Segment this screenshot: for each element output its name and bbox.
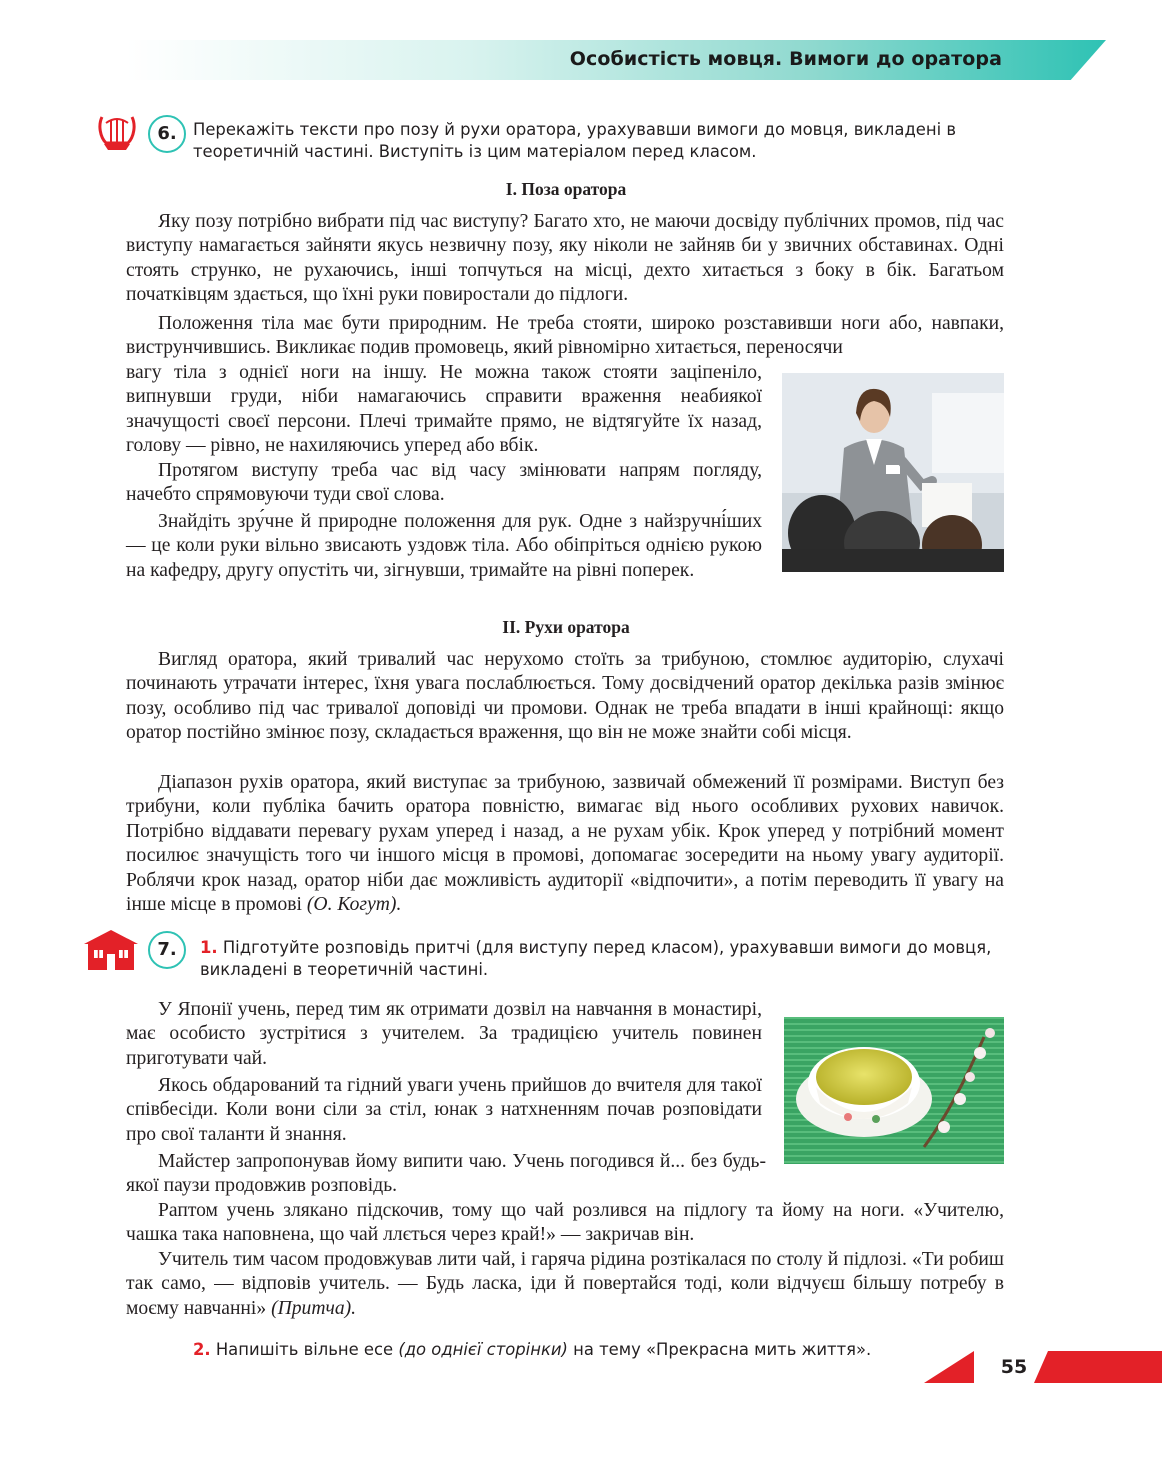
subtask-2-text: Напишіть вільне есе <box>215 1340 399 1359</box>
section-2-paragraph <box>126 771 1004 917</box>
section-2-paragraph: Вигляд оратора, який тривалий час нерухомо стоїть за трибуною, стомлює аудиторію, слухачі починають утрачати інтерес, їхня увага послаблюється. Тому досвідчений оратор декілька разів змінює позу, особливо під час тривалої доповіді чи промови. Однак не треба впадати в інші крайнощі: якщо оратор постійно змінює позу, складається враження, що він не може знайти собі місця. <box>126 649 1004 744</box>
section-1-paragraph: Яку позу потрібно вибрати під час виступу? Багато хто, не маючи досвіду публічних промов, під час виступу намагається зайняти якусь незвичну позу, яку ніколи не зайняв би у звичних обставинах. Одні стоять струнко, не рухаючись, інші топчуться на місці, дехто хитається з боку в бік. Багатьом початківцям здається, що їхні руки повиростали до підлоги. <box>126 211 1004 306</box>
footer-bar <box>1034 1351 1162 1383</box>
task-7-subtask-2 <box>193 1339 993 1361</box>
section-1-paragraph: Знайдіть зру́чне й природне положення для рук. Одне з найзручні́ших — це коли руки вільно звисають уздовж тіла. Або обіпріться однією рукою на кафедру, другу опустіть чи, зігнувши, тримайте на рівні поперек. <box>126 511 762 581</box>
subtask-2-italic: (до однієї сторінки) <box>398 1340 568 1359</box>
section-1-paragraph: Протягом виступу треба час від часу змінювати напрям погляду, начебто спрямовуючи туди свої слова. <box>126 460 762 506</box>
story-paragraph: Раптом учень злякано підскочив, тому що чай розлився на підлогу та йому на ноги. «Учителю, чашка така наповнена, що чай ллється через край!» — закричав він. <box>126 1200 1004 1246</box>
speaker-photo <box>782 373 1004 572</box>
section-1-paragraph: вагу тіла з однієї ноги на іншу. Не можна також стояти заціпеніло, випнувши груди, ніби намагаючись справити враження неабиякої значущості своєї персони. Плечі тримайте прямо, не відтягуйте їх назад, голову — рівно, не нахиляючись уперед або вбік. <box>126 362 762 457</box>
section-2-paragraph-text: Діапазон рухів оратора, який виступає за трибуною, зазвичай обмежений її розмірами. Виступ без трибуни, коли публіка бачить оратора повністю, вимагає від нього особливих рухових навичок. Потрібно віддавати перевагу рухам уперед і назад, а не рухам убік. Крок уперед у потрібний момент посилює значущість того чи іншого місця в промові, допомагає зосередити на ньому увагу аудиторії. Роблячи крок назад, оратор ніби дає можливість аудиторії «відпочити», а потім переводить її увагу на інше місце в промові <box>126 772 1004 916</box>
task-7-subtask-1 <box>200 937 1006 981</box>
house-icon <box>82 928 140 970</box>
story-paragraph <box>126 1248 1004 1321</box>
section-1-title: I. Поза оратора <box>505 179 627 199</box>
story-paragraph: У Японії учень, перед тим як отримати дозвіл на навчання в монастирі, має особисто зустрітися з учителем. За традицією учитель повинен приготувати чай. <box>126 999 762 1069</box>
lyre-icon <box>96 111 138 153</box>
task-6-instruction: Перекажіть тексти про позу й рухи оратора, урахувавши вимоги до мовця, викладені в теоретичній частині. Виступіть із цим матеріалом перед класом. <box>193 120 957 161</box>
story-paragraph-text: Учитель тим часом продовжував лити чай, і гаряча рідина розтікалася по столу й підлозі. «Ти робиш так само, — відповів учитель. — Будь ласка, іди й повертайся тоді, коли відчуєш більшу потребу в моєму навчанні» <box>126 1249 1004 1319</box>
subtask-2-number: 2. <box>193 1340 211 1359</box>
page-title: Особистість мовця. Вимоги до оратора <box>569 48 1002 70</box>
story-citation: (Притча). <box>271 1297 357 1319</box>
page-number: 55 <box>1000 1356 1028 1378</box>
task-7-number: 7. <box>148 931 186 969</box>
tea-photo <box>784 1017 1004 1164</box>
section-1-paragraph: Положення тіла має бути природним. Не треба стояти, широко розставивши ноги або, навпаки, виструнчившись. Викликає подив промовець, який рівномірно хитається, переносячи <box>126 313 1004 359</box>
citation: (О. Когут). <box>306 894 402 916</box>
story-paragraph: Якось обдарований та гідний уваги учень прийшов до вчителя для такої співбесіди. Коли вони сіли за стіл, юнак з натхненням почав розповідати про свої таланти й знання. <box>126 1075 762 1145</box>
subtask-2-text-end: на тему «Прекрасна мить життя». <box>567 1340 872 1359</box>
story-paragraph: Майстер запропонував йому випити чаю. Учень погодився й... без будь-якої паузи продовжив розповідь. <box>126 1151 766 1197</box>
section-2-title: II. Рухи оратора <box>502 617 630 637</box>
subtask-1-number: 1. <box>200 938 218 957</box>
subtask-1-text: Підготуйте розповідь притчі (для виступу перед класом), урахувавши вимоги до мовця, викладені в теоретичній частині. <box>200 938 992 979</box>
task-6-number: 6. <box>148 115 186 153</box>
